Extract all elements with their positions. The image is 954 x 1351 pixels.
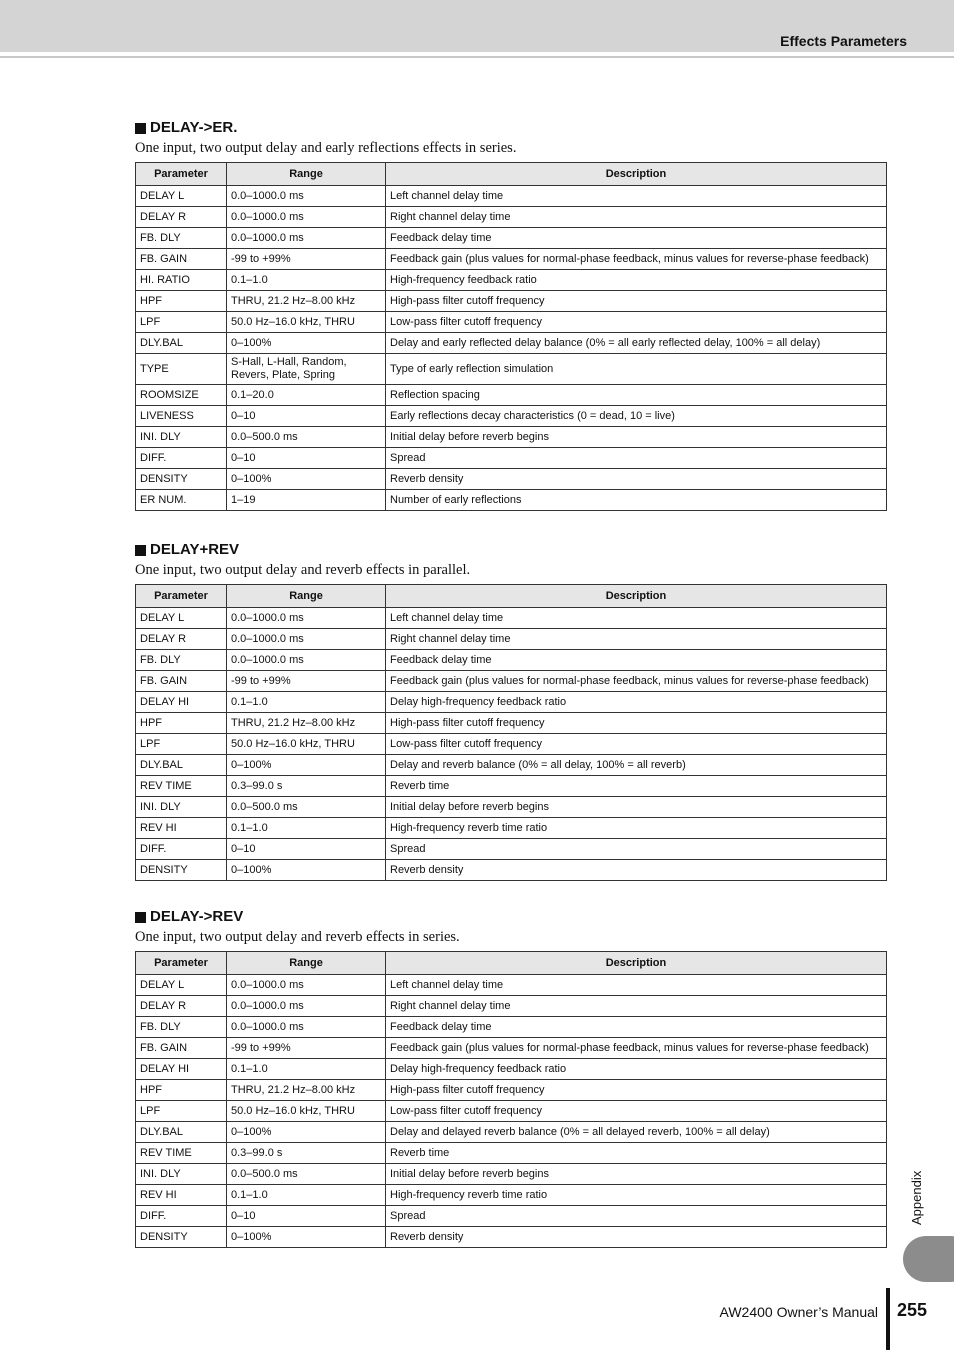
range-cell: 1–19 [227,490,386,511]
parameter-cell: INI. DLY [136,797,227,818]
table-row [136,291,887,312]
description-cell: High-frequency reverb time ratio [386,818,887,839]
description-cell: Reflection spacing [386,385,887,406]
parameter-cell: DELAY HI [136,692,227,713]
table-row [136,755,887,776]
table-row [136,650,887,671]
parameter-cell: INI. DLY [136,427,227,448]
table-row [136,270,887,291]
section-delay-to-rev [135,908,886,1248]
description-cell: Feedback gain (plus values for normal-phase feedback, minus values for reverse-phase feedback) [386,671,887,692]
parameter-cell: FB. DLY [136,650,227,671]
section-title-text: DELAY+REV [150,541,240,558]
section-title [135,119,886,137]
parameter-table [135,584,887,881]
description-cell: Delay and reverb balance (0% = all delay, 100% = all reverb) [386,755,887,776]
description-cell: High-frequency reverb time ratio [386,1185,887,1206]
section-delay-er [135,119,886,511]
description-cell: Left channel delay time [386,975,887,996]
description-cell: Reverb density [386,469,887,490]
range-cell: 0.0–1000.0 ms [227,608,386,629]
description-cell: Low-pass filter cutoff frequency [386,1101,887,1122]
range-cell: S-Hall, L-Hall, Random, Revers, Plate, Spring [227,354,386,385]
table-row [136,207,887,228]
parameter-cell: DLY.BAL [136,755,227,776]
range-cell: -99 to +99% [227,671,386,692]
table-row [136,818,887,839]
table-row [136,776,887,797]
parameter-cell: DELAY L [136,608,227,629]
range-cell: 0.0–1000.0 ms [227,629,386,650]
parameter-cell: ER NUM. [136,490,227,511]
range-cell: 50.0 Hz–16.0 kHz, THRU [227,1101,386,1122]
parameter-cell: ROOMSIZE [136,385,227,406]
range-cell: 0.1–1.0 [227,1059,386,1080]
page-header-title: Effects Parameters [780,33,907,49]
description-cell: Delay and delayed reverb balance (0% = all delayed reverb, 100% = all delay) [386,1122,887,1143]
parameter-cell: DIFF. [136,839,227,860]
description-cell: Reverb density [386,1227,887,1248]
description-cell: Right channel delay time [386,629,887,650]
parameter-cell: REV TIME [136,776,227,797]
square-bullet-icon [135,545,146,556]
range-cell: 0.0–1000.0 ms [227,1017,386,1038]
range-cell: 0.1–20.0 [227,385,386,406]
column-header: Parameter [136,163,227,186]
parameter-cell: LIVENESS [136,406,227,427]
column-header: Description [386,163,887,186]
description-cell: High-pass filter cutoff frequency [386,1080,887,1101]
description-cell: Feedback delay time [386,1017,887,1038]
description-cell: Reverb density [386,860,887,881]
table-row [136,1185,887,1206]
table-header-row [136,952,887,975]
description-cell: Reverb time [386,776,887,797]
table-row [136,469,887,490]
description-cell: Spread [386,448,887,469]
range-cell: 0–10 [227,406,386,427]
description-cell: Type of early reflection simulation [386,354,887,385]
description-cell: Delay high-frequency feedback ratio [386,692,887,713]
range-cell: THRU, 21.2 Hz–8.00 kHz [227,1080,386,1101]
range-cell: THRU, 21.2 Hz–8.00 kHz [227,713,386,734]
table-row [136,692,887,713]
description-cell: Delay and early reflected delay balance (0% = all early reflected delay, 100% = all delay) [386,333,887,354]
description-cell: Right channel delay time [386,996,887,1017]
table-row [136,608,887,629]
column-header: Parameter [136,585,227,608]
range-cell: -99 to +99% [227,1038,386,1059]
description-cell: Initial delay before reverb begins [386,797,887,818]
description-cell: Feedback gain (plus values for normal-phase feedback, minus values for reverse-phase feedback) [386,249,887,270]
parameter-table [135,162,887,511]
parameter-cell: DELAY R [136,207,227,228]
column-header: Range [227,952,386,975]
section-title-text: DELAY->ER. [150,119,238,136]
parameter-cell: DELAY HI [136,1059,227,1080]
parameter-cell: DENSITY [136,1227,227,1248]
description-cell: Right channel delay time [386,207,887,228]
parameter-cell: LPF [136,312,227,333]
section-description: One input, two output delay and reverb effects in parallel. [135,562,471,578]
range-cell: 0.0–500.0 ms [227,797,386,818]
section-title [135,908,886,926]
parameter-cell: LPF [136,1101,227,1122]
description-cell: High-frequency feedback ratio [386,270,887,291]
parameter-cell: DELAY R [136,996,227,1017]
table-row [136,671,887,692]
table-row [136,228,887,249]
range-cell: 0–100% [227,860,386,881]
parameter-cell: DLY.BAL [136,333,227,354]
table-row [136,975,887,996]
description-cell: Number of early reflections [386,490,887,511]
range-cell: 50.0 Hz–16.0 kHz, THRU [227,312,386,333]
table-row [136,490,887,511]
description-cell: Left channel delay time [386,186,887,207]
range-cell: 0.0–1000.0 ms [227,207,386,228]
range-cell: 0.0–500.0 ms [227,427,386,448]
section-description: One input, two output delay and early reflections effects in series. [135,140,517,156]
section-title [135,541,886,559]
parameter-cell: REV TIME [136,1143,227,1164]
description-cell: Spread [386,839,887,860]
range-cell: 0.3–99.0 s [227,776,386,797]
parameter-cell: HPF [136,291,227,312]
table-row [136,1164,887,1185]
parameter-cell: DELAY L [136,975,227,996]
appendix-tab [903,1236,954,1282]
table-row [136,333,887,354]
parameter-table [135,951,887,1248]
table-row [136,1038,887,1059]
table-row [136,797,887,818]
table-row [136,354,887,385]
description-cell: Delay high-frequency feedback ratio [386,1059,887,1080]
square-bullet-icon [135,123,146,134]
parameter-cell: HPF [136,713,227,734]
range-cell: 0–100% [227,755,386,776]
range-cell: 0.0–1000.0 ms [227,650,386,671]
range-cell: 0.3–99.0 s [227,1143,386,1164]
parameter-cell: FB. DLY [136,228,227,249]
range-cell: 0.1–1.0 [227,692,386,713]
parameter-cell: LPF [136,734,227,755]
parameter-cell: DIFF. [136,448,227,469]
table-row [136,406,887,427]
page-number: 255 [897,1300,928,1320]
table-row [136,713,887,734]
table-row [136,1227,887,1248]
description-cell: Low-pass filter cutoff frequency [386,312,887,333]
table-row [136,186,887,207]
column-header: Description [386,952,887,975]
parameter-cell: DENSITY [136,469,227,490]
description-cell: Low-pass filter cutoff frequency [386,734,887,755]
header-rule [0,56,954,58]
description-cell: Feedback gain (plus values for normal-phase feedback, minus values for reverse-phase feedback) [386,1038,887,1059]
range-cell: 0.0–1000.0 ms [227,228,386,249]
description-cell: Left channel delay time [386,608,887,629]
table-row [136,385,887,406]
description-cell: Feedback delay time [386,228,887,249]
parameter-cell: REV HI [136,1185,227,1206]
description-cell: Early reflections decay characteristics (0 = dead, 10 = live) [386,406,887,427]
table-row [136,734,887,755]
parameter-cell: REV HI [136,818,227,839]
parameter-cell: TYPE [136,354,227,385]
parameter-cell: FB. GAIN [136,671,227,692]
parameter-cell: HI. RATIO [136,270,227,291]
range-cell: 0.0–1000.0 ms [227,186,386,207]
range-cell: 0.0–1000.0 ms [227,975,386,996]
description-cell: High-pass filter cutoff frequency [386,291,887,312]
parameter-cell: FB. GAIN [136,1038,227,1059]
range-cell: 0.1–1.0 [227,270,386,291]
range-cell: 0–100% [227,1122,386,1143]
range-cell: 0–100% [227,333,386,354]
range-cell: 0–100% [227,469,386,490]
range-cell: 0.0–1000.0 ms [227,996,386,1017]
parameter-cell: DELAY R [136,629,227,650]
table-row [136,1143,887,1164]
column-header: Description [386,585,887,608]
table-header-row [136,163,887,186]
table-row [136,1122,887,1143]
table-row [136,312,887,333]
table-row [136,1206,887,1227]
range-cell: -99 to +99% [227,249,386,270]
range-cell: 0–10 [227,1206,386,1227]
column-header: Range [227,163,386,186]
column-header: Range [227,585,386,608]
table-row [136,1017,887,1038]
table-row [136,629,887,650]
range-cell: 0–100% [227,1227,386,1248]
parameter-cell: DIFF. [136,1206,227,1227]
parameter-cell: FB. DLY [136,1017,227,1038]
range-cell: 0.0–500.0 ms [227,1164,386,1185]
table-row [136,448,887,469]
description-cell: Feedback delay time [386,650,887,671]
parameter-cell: HPF [136,1080,227,1101]
range-cell: 0–10 [227,839,386,860]
column-header: Parameter [136,952,227,975]
range-cell: 0–10 [227,448,386,469]
table-row [136,1080,887,1101]
side-label-appendix: Appendix [909,1170,924,1226]
parameter-cell: INI. DLY [136,1164,227,1185]
range-cell: THRU, 21.2 Hz–8.00 kHz [227,291,386,312]
table-row [136,996,887,1017]
parameter-cell: DENSITY [136,860,227,881]
table-row [136,860,887,881]
section-description: One input, two output delay and reverb effects in series. [135,929,460,945]
table-row [136,1101,887,1122]
range-cell: 50.0 Hz–16.0 kHz, THRU [227,734,386,755]
parameter-cell: FB. GAIN [136,249,227,270]
footer-manual-name: AW2400 Owner’s Manual [719,1304,878,1320]
description-cell: Initial delay before reverb begins [386,1164,887,1185]
table-row [136,249,887,270]
footer-divider [886,1288,890,1350]
table-row [136,427,887,448]
parameter-cell: DLY.BAL [136,1122,227,1143]
section-title-text: DELAY->REV [150,908,244,925]
range-cell: 0.1–1.0 [227,1185,386,1206]
square-bullet-icon [135,912,146,923]
table-header-row [136,585,887,608]
description-cell: Spread [386,1206,887,1227]
table-row [136,1059,887,1080]
table-row [136,839,887,860]
range-cell: 0.1–1.0 [227,818,386,839]
description-cell: High-pass filter cutoff frequency [386,713,887,734]
parameter-cell: DELAY L [136,186,227,207]
description-cell: Reverb time [386,1143,887,1164]
section-delay-plus-rev [135,541,886,881]
description-cell: Initial delay before reverb begins [386,427,887,448]
